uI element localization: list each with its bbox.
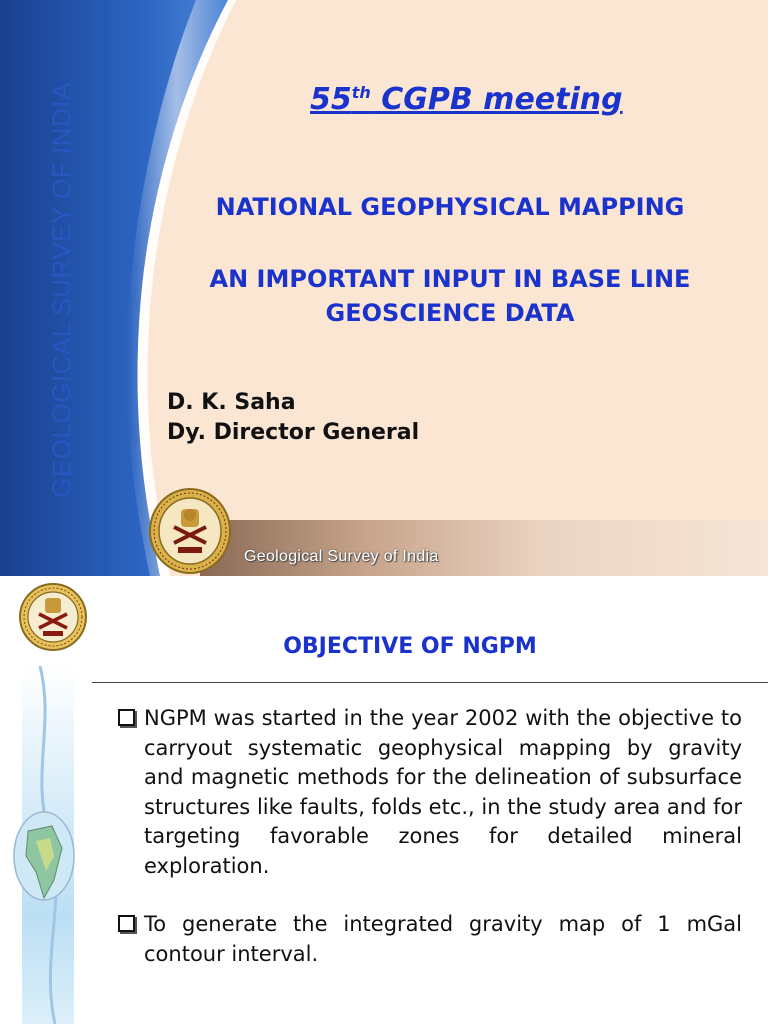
title-line-1: NATIONAL GEOPHYSICAL MAPPING (215, 193, 685, 221)
title-line-2: AN IMPORTANT INPUT IN BASE LINE (209, 265, 691, 293)
title-divider (92, 682, 768, 683)
bullet-list (118, 704, 742, 998)
meeting-name: CGPB meeting (370, 82, 623, 117)
meeting-title (310, 82, 623, 117)
india-map-icon (0, 666, 96, 1024)
list-item (118, 910, 742, 969)
checkbox-square-icon (118, 709, 135, 726)
list-item (118, 704, 742, 881)
author-title: Dy. Director General (167, 420, 420, 445)
bullet-text: NGPM was started in the year 2002 with the objective to carryout systematic geophysical mapping by gravity and magnetic methods for the delineation of subsurface structures like faults, folds etc., in the study area and for targeting favorable zones for detailed mineral exploration. (144, 706, 742, 878)
meeting-suffix: th (351, 83, 371, 102)
checkbox-square-icon (118, 915, 135, 932)
title-line-3: GEOSCIENCE DATA (325, 299, 575, 327)
footer-org-name: Geological Survey of India (244, 548, 439, 565)
bullet-text: To generate the integrated gravity map of 1 mGal contour interval. (144, 912, 742, 966)
gsi-emblem-icon (18, 582, 88, 652)
slide-title: OBJECTIVE OF NGPM (283, 634, 537, 659)
meeting-number: 55 (310, 82, 352, 117)
author-name: D. K. Saha (167, 390, 296, 415)
objective-slide (0, 576, 768, 1024)
vertical-org-title: GEOLOGICAL SURVEY OF INDIA (46, 82, 77, 498)
gsi-emblem-icon (148, 487, 232, 575)
